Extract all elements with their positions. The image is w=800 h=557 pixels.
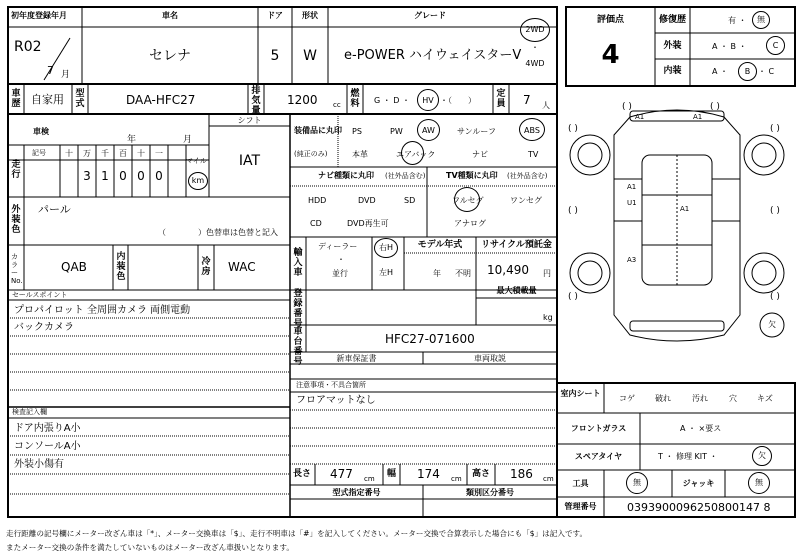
inspect-notes-label: 検査記入欄 (12, 408, 47, 416)
shift-value: IAT (238, 153, 261, 169)
spare-circled: 欠 (758, 451, 766, 460)
model-year-year: 年 (433, 269, 441, 278)
width-value: 174 (417, 467, 440, 481)
mileage-mile: マイル (186, 157, 207, 165)
color-value: パール (38, 203, 71, 216)
fuel-circled: HV (422, 96, 434, 105)
navi-sub: (社外品含む) (385, 172, 426, 180)
car-name-value: セレナ (149, 48, 191, 64)
max-load-kg: kg (543, 313, 553, 322)
use-value: 自家用 (31, 93, 64, 106)
import-parallel: 並行 (332, 269, 348, 278)
cap-unit: 人 (542, 101, 550, 110)
color-label: 外装色 (11, 205, 21, 235)
recycle-yen: 円 (543, 269, 551, 278)
color-note: （ ）色替車は色替と記入 (158, 228, 278, 237)
length-value: 477 (330, 467, 353, 481)
manage-label: 管理番号 (564, 502, 597, 511)
score-label: 評価点 (596, 15, 624, 25)
model-year-unknown: 不明 (455, 269, 471, 278)
width-label: 幅 (387, 469, 397, 479)
class-number-label: 類別区分番号 (466, 488, 514, 497)
inspect-line2: コンソールA小 (14, 441, 81, 452)
mileage-label: 走行 (11, 160, 21, 180)
shift-label: シフト (237, 116, 262, 125)
disp-unit: cc (333, 101, 341, 109)
disp-value: 1200 (287, 93, 318, 107)
mileage-sign: 記号 (32, 149, 46, 157)
manage-value: 0393900096250800147 8 (627, 501, 771, 514)
equip-pw: PW (390, 127, 403, 136)
digit-head-4: 百 (119, 149, 127, 158)
diagram-mark-3: A1 (627, 183, 637, 191)
digit-3: 0 (119, 169, 127, 183)
notes-value: フロアマットなし (296, 395, 376, 406)
digit-head-3: 千 (101, 149, 109, 158)
digit-head-5: 十 (137, 149, 145, 158)
drive-4wd: 4WD (525, 59, 545, 68)
import-right: 右H (378, 243, 393, 252)
interior-circled: B (744, 67, 751, 76)
sales-line2: バックカメラ (14, 322, 74, 333)
equip-tv: TV (528, 150, 539, 159)
equip-ps: PS (352, 127, 362, 136)
equipment-sub: (純正のみ) (294, 150, 328, 158)
diagram-mark-4: U1 (627, 199, 637, 207)
recycle-label: リサイクル預託金 (481, 240, 552, 250)
digit-1: 3 (83, 169, 91, 183)
cap-label: 定員 (496, 89, 506, 109)
inspection-year: 年 (127, 135, 137, 145)
height-value: 186 (510, 467, 533, 481)
door-label: ドア (267, 11, 283, 20)
diagram-mark-2: A1 (693, 113, 703, 121)
svg-text:( ): ( ) (568, 292, 578, 302)
model-value: DAA-HFC27 (126, 93, 196, 107)
fuel-opts: G ・ D ・ (374, 96, 410, 105)
equip-airbag: エアバック (396, 150, 436, 159)
digit-4: 0 (137, 169, 145, 183)
tv-oneseg: ワンセグ (510, 196, 542, 205)
seat-burn: コゲ (619, 394, 635, 403)
footer-line1: 走行距離の記号欄にメーター改ざん車は「*」、メーター交換車は「$」、走行不明車は「#」を記入してください。メーター交換で合算表示した場合にも「$」は記入です。 (6, 529, 588, 538)
color-no-label: カラーNo. (11, 253, 23, 285)
score-value: 4 (601, 40, 620, 70)
width-unit: cm (451, 475, 462, 483)
interior-after: ・ C (758, 67, 775, 76)
use-label: 車歴 (11, 89, 21, 109)
spare-value: T ・ 修理 KIT ・ (658, 452, 718, 461)
model-designation-label: 型式指定番号 (332, 488, 381, 497)
height-label: 高さ (472, 469, 491, 479)
drive-2wd: 2WD (525, 25, 545, 34)
exterior-label: 外装 (663, 41, 682, 51)
car-diagram (560, 95, 795, 380)
month-unit: 月 (61, 70, 71, 80)
sales-line1: プロパイロット 全周囲カメラ 両側電動 (14, 305, 191, 316)
height-unit: cm (543, 475, 554, 483)
digit-head-2: 万 (83, 149, 91, 158)
fuel-paren: ・（ ） (440, 96, 476, 105)
tools-circled: 無 (633, 478, 641, 487)
inspect-line3: 外装小傷有 (14, 459, 64, 470)
length-label: 長さ (293, 469, 312, 479)
diagram-mark-6: A3 (627, 256, 637, 264)
windshield-value: A ・ ×要ス (680, 424, 722, 433)
diagram-mark-5: A1 (680, 205, 690, 213)
seat-tear: 破れ (655, 394, 671, 403)
mileage-unit: km (191, 176, 205, 185)
digit-5: 0 (155, 169, 163, 183)
equip-abs: ABS (524, 126, 540, 135)
length-unit: cm (364, 475, 375, 483)
tv-sub: (社外品含む) (507, 172, 548, 180)
reg-month: 7 (47, 64, 54, 77)
equip-leather: 本革 (352, 150, 368, 159)
svg-text:( ): ( ) (710, 102, 720, 112)
footer-line2: またメーター交換の条件を満たしていないものはメーター改ざん車扱いとなります。 (6, 543, 294, 552)
cap-value: 7 (523, 93, 531, 107)
navi-sd: SD (404, 196, 416, 205)
spare-label: スペアタイヤ (574, 452, 623, 461)
svg-text:( ): ( ) (568, 124, 578, 134)
diagram-mark-1: A1 (635, 113, 645, 121)
svg-text:( ): ( ) (770, 124, 780, 134)
seat-scratch: キズ (757, 394, 773, 403)
tv-fullseg: フルセグ (452, 196, 484, 205)
warranty-manual: 車両取説 (474, 354, 506, 363)
import-label: 輸入車 (293, 248, 303, 278)
registration-label: 登録番号 (293, 289, 303, 329)
repair-value: 有 ・ (728, 16, 747, 25)
seat-label: 室内シート (560, 389, 601, 398)
import-dot: ・ (337, 255, 345, 264)
seat-stain: 汚れ (692, 394, 708, 403)
diagram-missing: 欠 (768, 320, 776, 329)
windshield-label: フロントガラス (570, 424, 627, 433)
svg-text:( ): ( ) (770, 292, 780, 302)
inspect-line1: ドア内張りA小 (14, 423, 81, 434)
digit-head-6: 一 (155, 149, 163, 158)
shape-value: W (303, 48, 317, 64)
navi-dvd: DVD (358, 196, 376, 205)
recycle-value: 10,490 (487, 263, 529, 277)
inspection-label: 車検 (33, 127, 49, 136)
inspection-month: 月 (183, 135, 193, 145)
reg-era: R02 (14, 39, 42, 55)
max-load-label: 最大積載量 (496, 286, 537, 295)
repair-label: 修復歴 (658, 15, 686, 25)
tv-analog: アナログ (454, 219, 486, 228)
door-value: 5 (270, 48, 280, 64)
interior-color-label: 内装色 (116, 252, 126, 282)
svg-text:( ): ( ) (622, 102, 632, 112)
navi-title: ナビ種類に丸印 (318, 171, 374, 180)
equip-sunroof: サンルーフ (457, 127, 496, 136)
chassis-label: 車台番号 (293, 327, 303, 367)
svg-text:( ): ( ) (770, 206, 780, 216)
shape-label: 形状 (302, 11, 318, 20)
jack-circled: 無 (755, 478, 763, 487)
exterior-circled: C (772, 41, 779, 50)
repair-circled: 無 (757, 15, 765, 24)
color-no-value: QAB (61, 260, 87, 274)
disp-label: 排気量 (251, 86, 261, 116)
svg-text:( ): ( ) (568, 206, 578, 216)
jack-label: ジャッキ (682, 479, 715, 488)
exterior-value: A ・ B ・ (712, 42, 747, 51)
grade-value: e-POWER ハイウェイスターV (344, 48, 522, 63)
equipment-label: 装備品に丸印 (294, 126, 342, 135)
tools-label: 工具 (572, 479, 589, 488)
model-year-label: モデル年式 (417, 240, 463, 250)
equip-navi: ナビ (472, 150, 488, 159)
ac-value: WAC (228, 260, 256, 274)
navi-dvd-play: DVD再生可 (347, 219, 389, 228)
import-dealer: ディーラー (318, 242, 358, 251)
car-name-label: 車名 (162, 11, 178, 20)
navi-hdd: HDD (308, 196, 327, 205)
model-label: 型式 (75, 89, 85, 109)
grade-label: グレード (414, 11, 446, 20)
navi-cd: CD (310, 219, 322, 228)
sales-label: セールスポイント (12, 291, 68, 299)
seat-hole: 穴 (729, 394, 737, 403)
interior-label: 内装 (663, 66, 682, 76)
tv-title: TV種類に丸印 (446, 171, 498, 180)
notes-label: 注意事項・不具合箇所 (296, 381, 366, 389)
interior-value: A ・ (712, 67, 729, 76)
chassis-value: HFC27-071600 (385, 332, 475, 346)
warranty-new: 新車保証書 (336, 354, 377, 363)
import-left: 左H (378, 268, 393, 277)
drive-dot: ・ (531, 43, 539, 52)
first-reg-label: 初年度登録年月 (11, 11, 67, 20)
digit-head-1: 十 (65, 149, 73, 158)
equip-aw: AW (422, 126, 435, 135)
fuel-label: 燃料 (350, 89, 360, 109)
ac-label: 冷房 (201, 257, 211, 277)
digit-2: 1 (101, 169, 109, 183)
